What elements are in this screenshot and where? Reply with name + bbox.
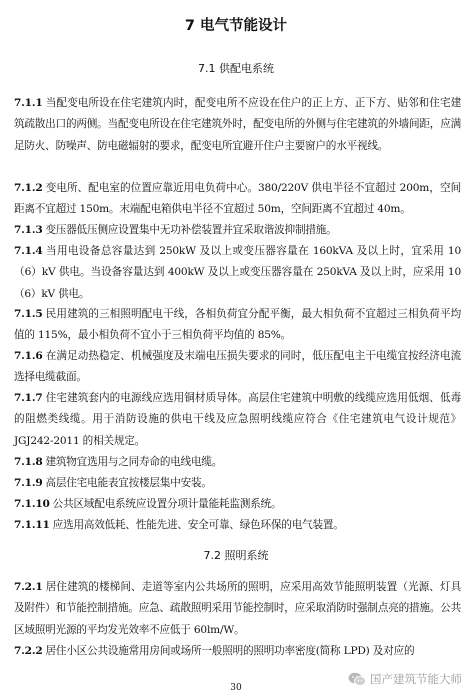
clause-number: 7.1.8 <box>14 456 43 468</box>
clause-text: 居住建筑的楼梯间、走道等室内公共场所的照明，应采用高效节能照明装置（光源、灯具及附件）和节能控制措施。应急、疏散照明采用节能控制时，应采取消防时强制点亮的措施。公共区域照明光源的平均发光效率不应低于 60lm/W。 <box>14 581 461 636</box>
clause-text: 建筑物宜选用与之同寿命的电线电缆。 <box>45 456 223 468</box>
clause-7-1-5 <box>14 304 461 347</box>
clause-number: 7.1.7 <box>14 392 43 404</box>
clause-text: 应选用高效低耗、性能先进、安全可靠、绿色环保的电气装置。 <box>52 519 344 531</box>
clause-number: 7.1.4 <box>14 245 43 257</box>
clause-7-1-4 <box>14 241 461 305</box>
wechat-icon <box>348 672 366 687</box>
clause-number: 7.1.3 <box>14 224 43 236</box>
clause-number: 7.1.11 <box>14 519 50 531</box>
clause-7-2-1 <box>14 577 461 641</box>
watermark <box>346 668 464 690</box>
clause-7-1-11 <box>14 515 461 536</box>
watermark-text: 国产建筑节能大师 <box>370 672 462 686</box>
clause-7-1-9 <box>14 473 461 494</box>
clause-number: 7.2.1 <box>14 581 43 593</box>
clause-text: 高层住宅电能表宜按楼层集中安装。 <box>45 477 212 489</box>
clause-number: 7.1.10 <box>14 498 50 510</box>
clause-text: 民用建筑的三相照明配电干线，各相负荷宜分配平衡，最大相负荷不宜超过三相负荷平均值的 115%，最小相负荷不宜小于三相负荷平均值的 85%。 <box>14 308 461 342</box>
clause-text: 变电所、配电室的位置应靠近用电负荷中心。380/220V 供电半径不宜超过 200m，空间距离不宜超过 150m。末端配电箱供电半径不宜超过 50m，空间距离不宜超过 40m。 <box>14 182 461 216</box>
clause-number: 7.2.2 <box>14 645 43 657</box>
clause-number: 7.1.5 <box>14 308 43 320</box>
section-title-7-2: 7.2 照明系统 <box>203 549 269 562</box>
clause-text: 在满足动热稳定、机械强度及末端电压损失要求的同时，低压配电主干电缆宜按经济电流选择电缆截面。 <box>14 350 461 384</box>
section-title-7-1: 7.1 供配电系统 <box>198 62 274 75</box>
clause-number: 7.1.1 <box>14 97 43 109</box>
chapter-title: 7 电气节能设计 <box>184 18 288 34</box>
clause-7-1-6 <box>14 346 461 389</box>
clause-text: 住宅建筑套内的电源线应选用铜材质导体。高层住宅建筑中明敷的线缆应选用低烟、低毒的阻燃类线缆。用于消防设施的供电干线及应急照明线缆应符合《住宅建筑电气设计规范》JGJ242-2011 的相关规定。 <box>14 392 461 447</box>
clause-number: 7.1.9 <box>14 477 43 489</box>
clause-text: 公共区域配电系统应设置分项计量能耗监测系统。 <box>52 498 282 510</box>
clause-text: 居住小区公共设施常用房间或场所一般照明的照明功率密度(简称 LPD) 及对应的 <box>45 645 415 657</box>
clause-7-1-2 <box>14 178 461 221</box>
clause-7-1-1 <box>14 93 461 157</box>
clause-7-2-2 <box>14 641 461 662</box>
clause-text: 当配变电所设在住宅建筑内时，配变电所不应设在住户的正上方、正下方、贴邻和住宅建筑疏散出口的两侧。当配变电所设在住宅建筑外时，配变电所的外侧与住宅建筑的外墙间距，应满足防火、防噪声、防电磁辐射的要求，配变电所宜避开住户主要窗户的水平视线。 <box>14 97 461 152</box>
clause-text: 变压器低压侧应设置集中无功补偿装置并宜采取谐波抑制措施。 <box>45 224 337 236</box>
clause-7-1-3 <box>14 220 461 241</box>
clause-7-1-8 <box>14 452 461 473</box>
clause-7-1-7 <box>14 388 461 452</box>
clause-number: 7.1.6 <box>14 350 43 362</box>
clause-number: 7.1.2 <box>14 182 43 194</box>
clause-7-1-10 <box>14 494 461 515</box>
page-number: 30 <box>230 683 242 693</box>
clause-text: 当用电设备总容量达到 250kW 及以上或变压器容量在 160kVA 及以上时，宜采用 10（6）kV 供电。当设备容量达到 400kW 及以上或变压器容量在 250kVA 及以上时，应采用 10（6）kV 供电。 <box>14 245 461 300</box>
